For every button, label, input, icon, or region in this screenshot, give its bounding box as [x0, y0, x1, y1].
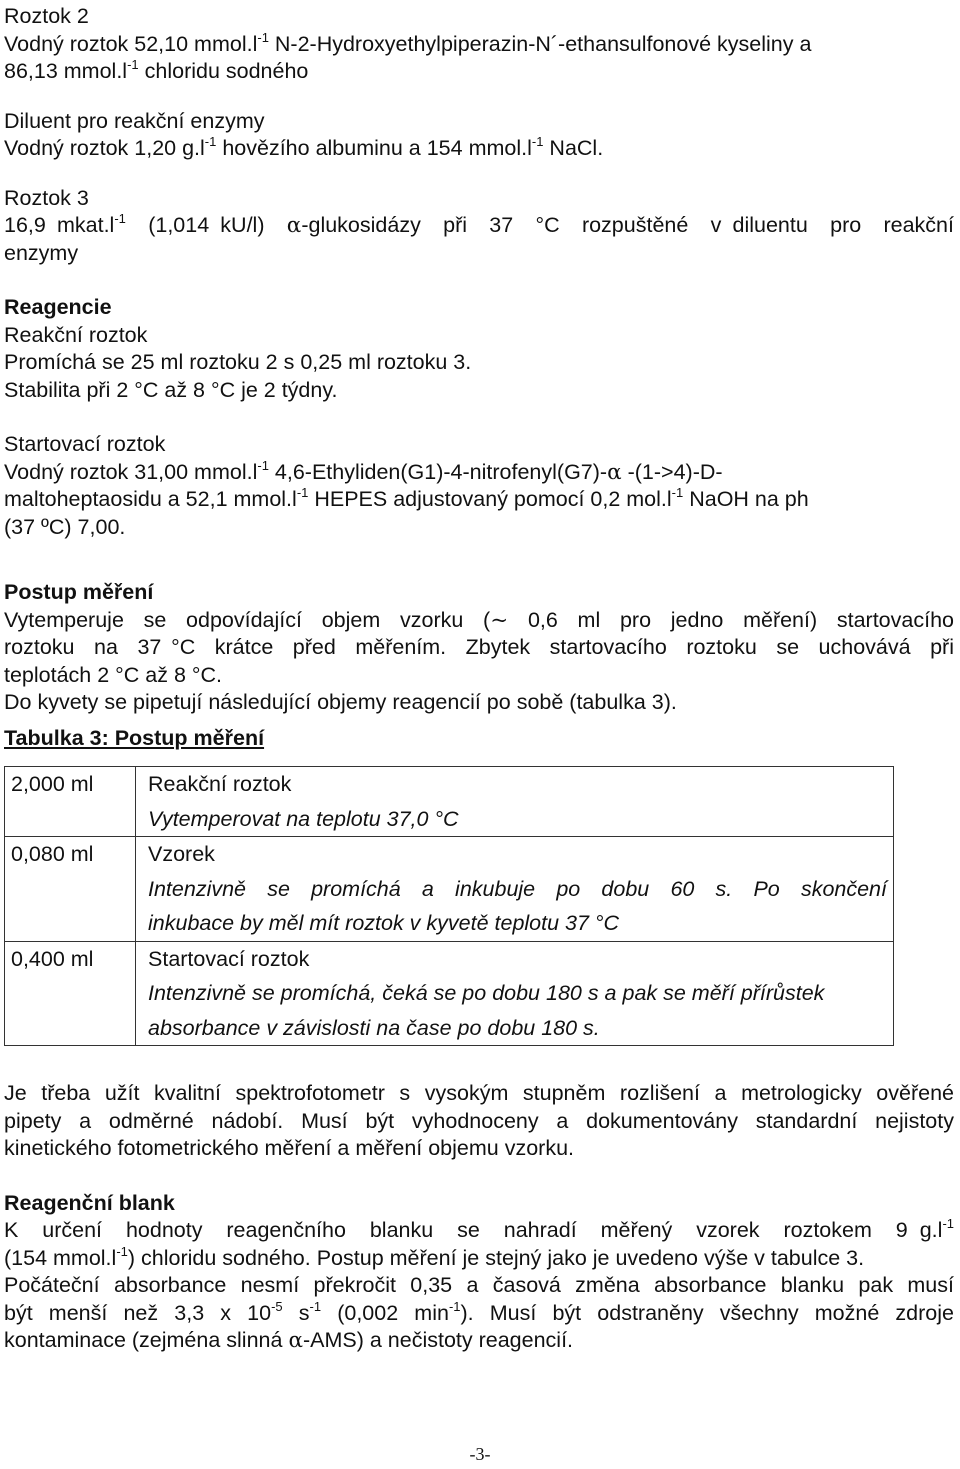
postup-line2: roztoku na 37 °C krátce před měřením. Zbytek startovacího roztoku se uchovává při [4, 635, 954, 659]
paragraph-line3: kinetického fotometrického měření a měření objemu vzorku. [4, 1136, 575, 1160]
row-volume: 0,400 ml [11, 946, 94, 971]
postup-line3: teplotách 2 °C až 8 °C. [4, 662, 222, 687]
document-page [4, 3, 954, 1355]
row-step: Reakční roztok [148, 772, 292, 796]
row-volume: 0,080 ml [11, 842, 94, 866]
table-row [5, 837, 894, 942]
reagencie-subtitle: Reakční roztok [4, 322, 148, 347]
alpha-symbol: α [286, 213, 302, 238]
roztok2-line1: Vodný roztok 52,10 $mmol.l^{-1}$ N-2-Hydroxyethylpiperazin-N´-ethansulfonové kyseliny a [4, 29, 812, 56]
roztok3-title: Roztok 3 [4, 185, 89, 210]
table-row [5, 941, 894, 1046]
paragraph-line2: pipety a odměrné nádobí. Musí být vyhodnoceny a dokumentovány standardní nejistoty [4, 1108, 954, 1133]
blank-line1: K určení hodnoty reagenčního blanku se nahradí měřený vzorek roztokem 9 $g.l^{-1}$ [4, 1216, 954, 1242]
alpha-symbol: α [288, 1328, 303, 1353]
row-instruction: absorbance v závislosti na čase po dobu 180 s. [148, 1015, 600, 1040]
table-caption: Tabulka 3: Postup měření [4, 725, 265, 750]
row-instruction: Vytemperovat na teplotu 37,0 °C [148, 806, 459, 831]
roztok2-line2: 86,13 $mmol.l^{-1}$ chloridu sodného [4, 57, 309, 83]
blank-line2: (154 $mmol.l^{-1}$) chloridu sodného. Postup měření je stejný jako je uvedeno výše v tabulce 3. [4, 1243, 865, 1270]
postup-heading: Postup měření [4, 580, 154, 604]
roztok3-line2: enzymy [4, 240, 79, 265]
row-step: Startovací roztok [148, 946, 310, 971]
blank-heading: Reagenční blank [4, 1190, 175, 1215]
row-instruction: inkubace by měl mít roztok v kyvetě teplotu 37 °C [148, 911, 620, 935]
roztok3-line1: 16,9 $mkat.l^{-1}$ (1,014 kU/l) α-glukosidázy při 37 °C rozpuštěné v diluentu pro reakční [4, 211, 954, 238]
row-step: Vzorek [148, 842, 215, 866]
startovaci-line2: maltoheptaosidu a 52,1 $mmol.l^{-1}$ HEPES adjustovaný pomocí 0,2 $mol.l^{-1}$ NaOH na ph [4, 485, 809, 511]
paragraph-line1: Je třeba užít kvalitní spektrofotometr s vysokým stupněm rozlišení a metrologicky ověřené [4, 1081, 954, 1105]
blank-line4: být menší než 3,3 x $10^{-5}$ $s^{-1}$ (0,002 $\min^{-1}$). Musí být odstraněny všechny možné zdroje [4, 1298, 954, 1325]
procedure-table [4, 766, 894, 1046]
diluent-line1: Vodný roztok 1,20 $g.l^{-1}$ hovězího albuminu a 154 $mmol.l^{-1}$ NaCl. [4, 134, 604, 160]
page-number: -3- [469, 1444, 491, 1464]
reagencie-heading: Reagencie [4, 295, 112, 319]
startovaci-line1: Vodný roztok 31,00 $mmol.l^{-1}$ 4,6-Ethyliden(G1)-4-nitrofenyl(G7)-α -(1->4)-D- [4, 457, 723, 485]
blank-line3: Počáteční absorbance nesmí překročit 0,35 a časová změna absorbance blanku pak musí [4, 1273, 954, 1297]
startovaci-title: Startovací roztok [4, 432, 166, 456]
reagencie-line1: Promíchá se 25 ml roztoku 2 s 0,25 ml roztoku 3. [4, 350, 472, 374]
table-row [5, 767, 894, 837]
postup-line4: Do kyvety se pipetují následující objemy reagencií po sobě (tabulka 3). [4, 690, 677, 714]
row-instruction: Intenzivně se promíchá, čeká se po dobu 180 s a pak se měří přírůstek [148, 981, 825, 1005]
roztok2-title: Roztok 2 [4, 4, 89, 28]
row-instruction: Intenzivně se promíchá a inkubuje po dobu 60 s. Po skončení [148, 876, 887, 901]
diluent-title: Diluent pro reakční enzymy [4, 108, 265, 133]
tilde-symbol: ~ [490, 607, 509, 633]
row-volume: 2,000 ml [11, 772, 94, 796]
reagencie-line2: Stabilita při 2 °C až 8 °C je 2 týdny. [4, 377, 338, 402]
startovaci-line3: (37 ºC) 7,00. [4, 514, 126, 539]
blank-line5: kontaminace (zejména slinná α-AMS) a nečistoty reagencií. [4, 1328, 574, 1353]
alpha-symbol: α [607, 459, 622, 485]
postup-line1: Vytemperuje se odpovídající objem vzorku (~ 0,6 ml pro jedno měření) startovacího [4, 607, 954, 633]
